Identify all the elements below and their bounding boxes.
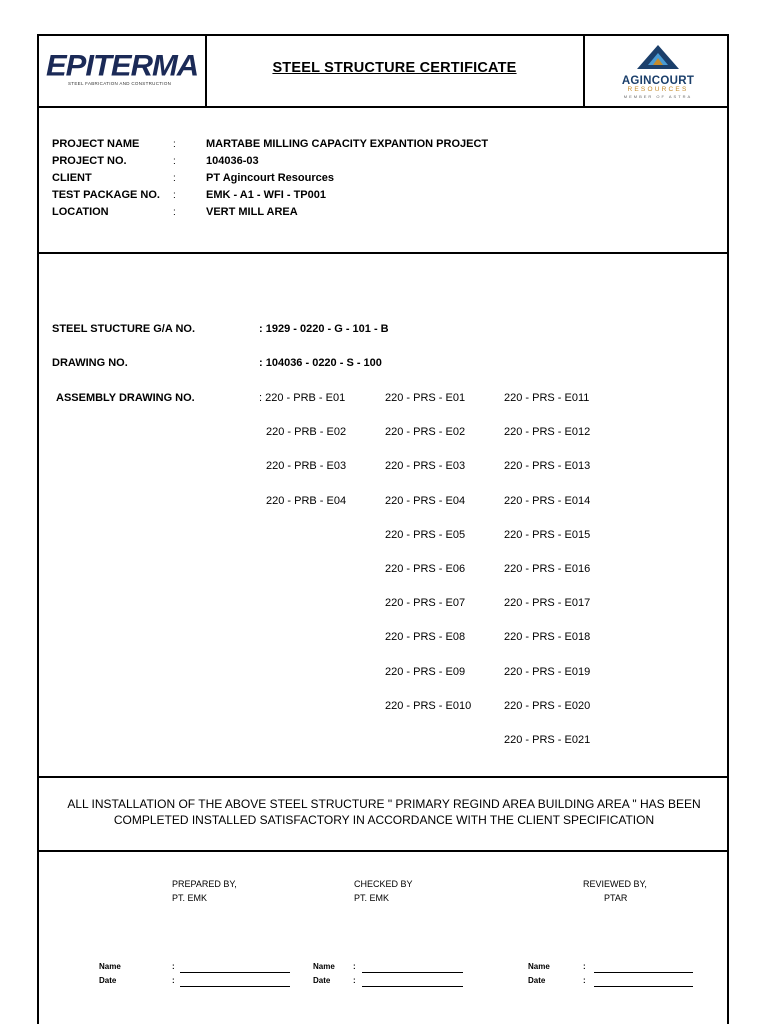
assembly-drawing-no: 220 - PRB - E04 [266, 494, 347, 507]
divider [583, 34, 585, 107]
field-colon: : [353, 976, 356, 985]
info-value: 104036-03 [206, 155, 259, 167]
epiterma-logo [46, 48, 199, 86]
logo-sub: RESOURCES [627, 86, 689, 93]
logo-name: AGINCOURT [621, 75, 695, 87]
name-label: Name [99, 962, 121, 971]
agincourt-logo [598, 44, 718, 99]
signature-line [180, 972, 290, 973]
field-colon: : [172, 962, 175, 971]
logo-wordmark: EPITERMA [46, 48, 199, 83]
assembly-drawing-no: 220 - PRB - E03 [266, 460, 347, 473]
date-label: Date [99, 976, 117, 985]
field-colon: : [583, 962, 586, 971]
assembly-drawing-no: 220 - PRS - E03 [385, 460, 466, 473]
statement-line: ALL INSTALLATION OF THE ABOVE STEEL STRUCTURE " PRIMARY REGIND AREA BUILDING AREA " HAS BEEN [67, 797, 701, 811]
info-value: VERT MILL AREA [206, 206, 298, 218]
drawing-value: : 104036 - 0220 - S - 100 [259, 357, 382, 369]
divider [37, 106, 729, 108]
assembly-drawing-no: 220 - PRS - E012 [504, 426, 591, 439]
assembly-drawing-no: 220 - PRS - E01 [385, 392, 466, 404]
name-label: Name [313, 962, 335, 971]
info-label: TEST PACKAGE NO. [52, 189, 160, 201]
divider [37, 850, 729, 852]
divider [37, 252, 729, 254]
assembly-drawing-no: 220 - PRS - E020 [504, 699, 591, 712]
reviewed-role: REVIEWED BY, [583, 879, 647, 889]
assembly-drawing-no: 220 - PRS - E06 [385, 563, 466, 575]
date-label: Date [528, 976, 546, 985]
info-colon: : [173, 207, 176, 218]
info-value: MARTABE MILLING CAPACITY EXPANTION PROJECT [206, 138, 489, 150]
info-colon: : [173, 190, 176, 201]
ga-label: STEEL STUCTURE G/A NO. [52, 323, 196, 335]
ga-value: : 1929 - 0220 - G - 101 - B [259, 323, 389, 335]
info-colon: : [173, 173, 176, 184]
assembly-drawing-no: 220 - PRS - E018 [504, 631, 591, 644]
signature-line [362, 972, 463, 973]
assembly-drawing-no: 220 - PRS - E014 [504, 494, 591, 507]
info-value: PT Agincourt Resources [206, 172, 334, 184]
page-title: STEEL STRUCTURE CERTIFICATE [272, 60, 517, 76]
info-colon: : [173, 156, 176, 167]
signature-line [180, 986, 290, 987]
logo-tagline: STEEL FABRICATION AND CONSTRUCTION [68, 81, 172, 86]
signature-line [594, 986, 693, 987]
completion-statement [40, 796, 728, 828]
info-value: EMK - A1 - WFI - TP001 [206, 189, 326, 201]
mountain-icon [635, 44, 681, 70]
drawing-label: DRAWING NO. [52, 357, 128, 369]
assembly-drawing-no: 220 - PRS - E017 [504, 597, 591, 610]
signature-line [594, 972, 693, 973]
prepared-role: PREPARED BY, [172, 879, 237, 889]
assembly-drawing-no: 220 - PRS - E019 [504, 665, 591, 678]
divider [37, 776, 729, 778]
field-colon: : [583, 976, 586, 985]
assembly-drawing-no: 220 - PRS - E010 [385, 699, 472, 712]
assembly-label: ASSEMBLY DRAWING NO. [56, 392, 195, 404]
assembly-drawing-no: 220 - PRS - E011 [504, 392, 590, 404]
info-label: LOCATION [52, 206, 109, 218]
logo-member: MEMBER OF ASTRA [623, 94, 693, 99]
assembly-drawing-no: 220 - PRS - E02 [385, 426, 466, 439]
name-label: Name [528, 962, 550, 971]
certificate-frame [37, 34, 729, 1024]
assembly-drawing-no: : 220 - PRB - E01 [259, 392, 346, 404]
field-colon: : [353, 962, 356, 971]
info-label: PROJECT NAME [52, 138, 140, 150]
signature-line [362, 986, 463, 987]
date-label: Date [313, 976, 331, 985]
assembly-drawing-no: 220 - PRS - E015 [504, 528, 591, 541]
assembly-drawing-no: 220 - PRB - E02 [266, 426, 347, 439]
info-label: CLIENT [52, 172, 92, 184]
assembly-drawing-no: 220 - PRS - E016 [504, 563, 591, 575]
assembly-drawing-no: 220 - PRS - E021 [504, 734, 591, 746]
assembly-drawing-no: 220 - PRS - E09 [385, 665, 466, 678]
checked-org: PT. EMK [354, 893, 390, 903]
assembly-drawing-no: 220 - PRS - E04 [385, 494, 466, 507]
statement-line: COMPLETED INSTALLED SATISFACTORY IN ACCORDANCE WITH THE CLIENT SPECIFICATION [113, 813, 655, 827]
info-label: PROJECT NO. [52, 155, 127, 167]
assembly-drawing-no: 220 - PRS - E08 [385, 631, 466, 644]
assembly-drawing-no: 220 - PRS - E05 [385, 528, 466, 541]
field-colon: : [172, 976, 175, 985]
reviewed-org: PTAR [604, 893, 628, 903]
assembly-drawing-no: 220 - PRS - E07 [385, 597, 466, 610]
prepared-org: PT. EMK [172, 893, 208, 903]
checked-role: CHECKED BY [354, 879, 413, 889]
info-colon: : [173, 139, 176, 150]
assembly-drawing-no: 220 - PRS - E013 [504, 460, 591, 473]
